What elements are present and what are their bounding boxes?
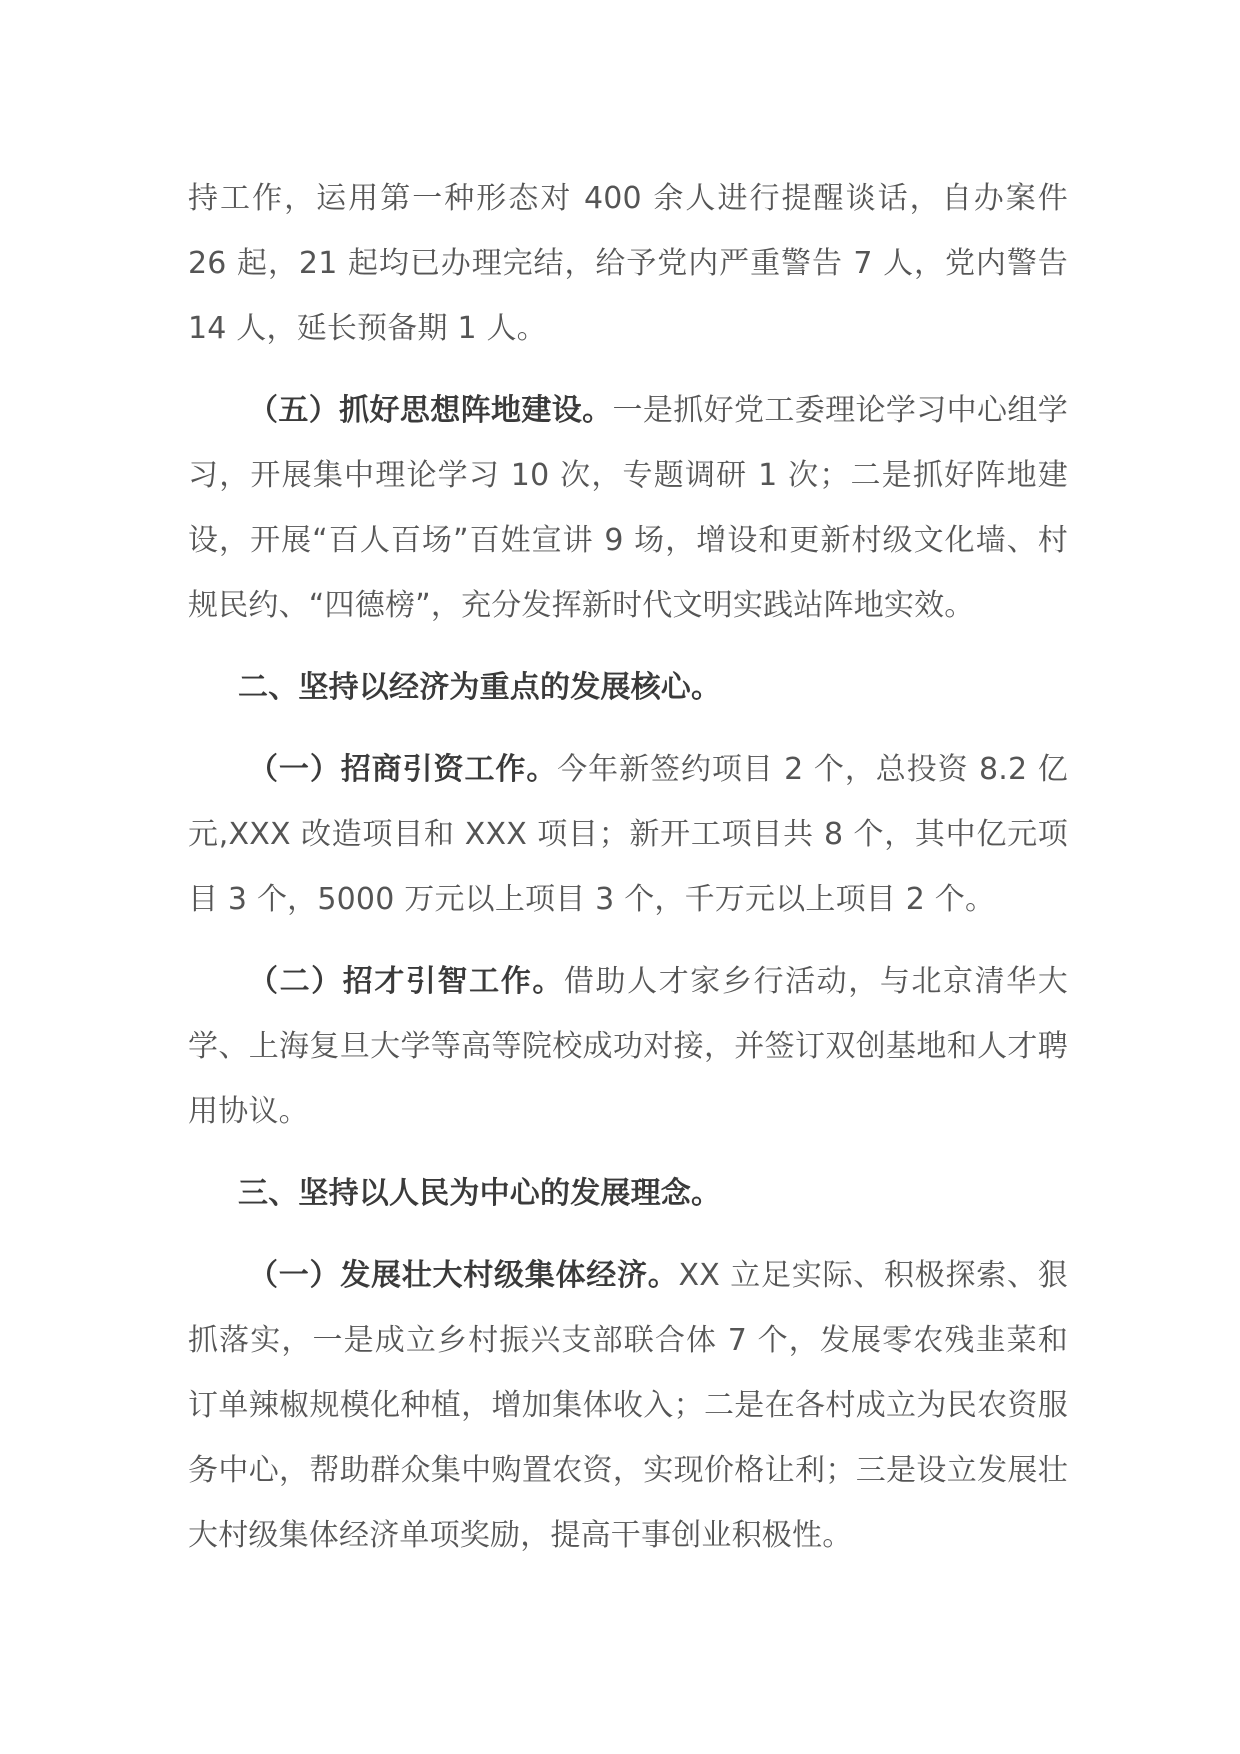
paragraph-text: 一是抓好党工委理论学习中心组学习，开展集中理论学习 10 次，专题调研 1 次；二是抓好阵地建设，开展“百人百场”百姓宣讲 9 场，增设和更新村级文化墙、村规民约、“四德榜”，充分发挥新时代文明实践站阵地实效。 (188, 393, 1069, 623)
paragraph-lead: （一）招商引资工作。 (248, 752, 558, 787)
paragraph-talent (188, 949, 1068, 1144)
paragraph-collective-economy (188, 1243, 1068, 1568)
paragraph-text: 借助人才家乡行活动，与北京清华大学、上海复旦大学等高等院校成功对接，并签订双创基地和人才聘用协议。 (188, 964, 1068, 1129)
paragraph-lead: （五）抓好思想阵地建设。 (248, 393, 613, 428)
document-body (188, 166, 1068, 1585)
paragraph-text: 今年新签约项目 2 个，总投资 8.2 亿元,XXX 改造项目和 XXX 项目；新开工项目共 8 个，其中亿元项目 3 个，5000 万元以上项目 3 个，千万元以上项目 2 个。 (188, 752, 1068, 917)
section-heading-people: 三、坚持以人民为中心的发展理念。 (238, 1176, 722, 1211)
paragraph-text: 持工作，运用第一种形态对 400 余人进行提醒谈话，自办案件 26 起，21 起均已办理完结，给予党内严重警告 7 人，党内警告 14 人，延长预备期 1 人。 (188, 181, 1068, 346)
paragraph-lead: （二）招才引智工作。 (248, 964, 564, 999)
paragraph-lead: （一）发展壮大村级集体经济。 (248, 1258, 679, 1293)
paragraph-text: XX 立足实际、积极探索、狠抓落实，一是成立乡村振兴支部联合体 7 个，发展零农残韭菜和订单辣椒规模化种植，增加集体收入；二是在各村成立为民农资服务中心，帮助群众集中购置农资，实现价格让利；三是设立发展壮大村级集体经济单项奖励，提高干事创业积极性。 (188, 1258, 1068, 1553)
paragraph-investment (188, 737, 1068, 932)
paragraph-ideology-position (188, 378, 1068, 638)
paragraph-continued (188, 166, 1068, 361)
section-heading-economy: 二、坚持以经济为重点的发展核心。 (238, 670, 722, 705)
